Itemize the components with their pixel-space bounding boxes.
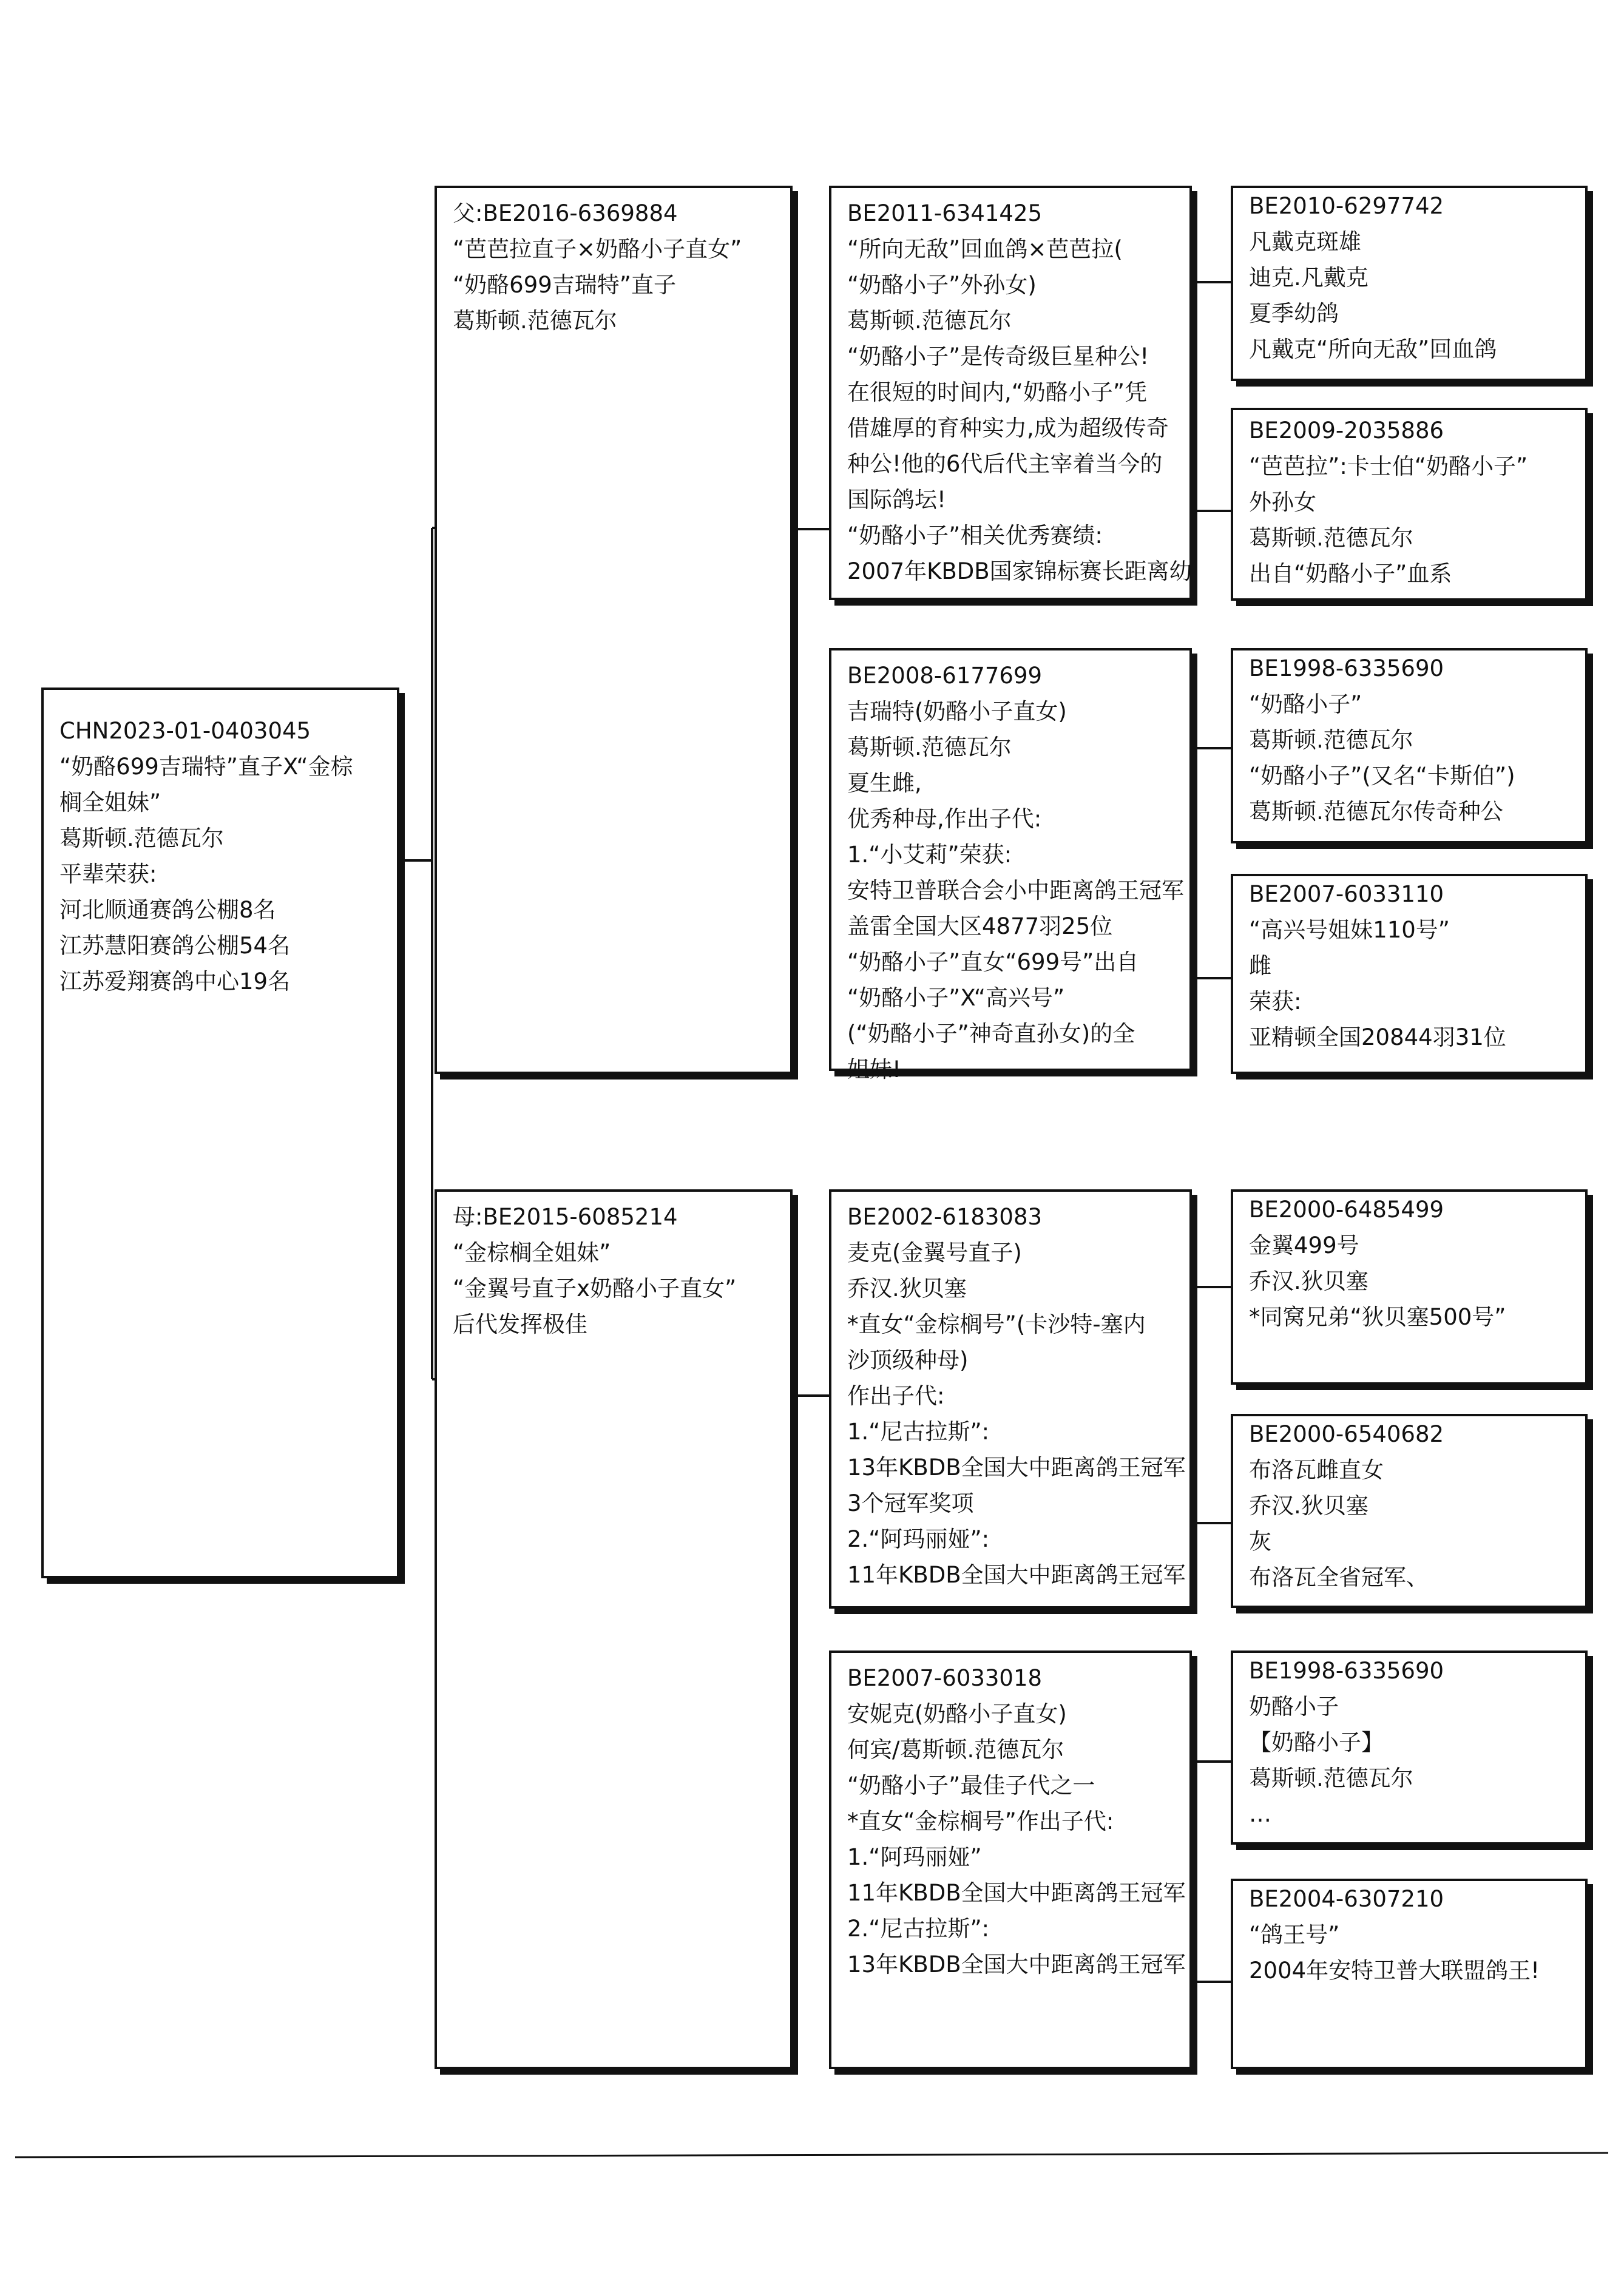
ring-number: 父:BE2016-6369884 — [453, 200, 678, 226]
pedigree-text-line: 布洛瓦全省冠军、 — [1249, 1564, 1429, 1590]
pedigree-text-line: 凡戴克“所向无敌”回血鸽 — [1249, 336, 1497, 362]
pedigree-text-line: 麦克(金翼号直子) — [847, 1240, 1022, 1266]
pedigree-text-line: 何宾/葛斯顿.范德瓦尔 — [847, 1737, 1064, 1763]
pedigree-text-line: “奶酪小子”(又名“卡斯伯”) — [1249, 763, 1515, 789]
pedigree-text-line: 葛斯顿.范德瓦尔 — [1249, 1765, 1413, 1791]
ring-number: 母:BE2015-6085214 — [453, 1204, 678, 1230]
dd-sire-card — [1231, 1650, 1588, 1845]
pedigree-text-line: “奶酪小子”是传奇级巨星种公! — [847, 343, 1149, 370]
dam-card — [435, 1189, 793, 2069]
sire-card — [435, 186, 793, 1074]
pedigree-text-line: 13年KBDB全国大中距离鸽王冠军 — [847, 1951, 1186, 1978]
ring-number: BE1998-6335690 — [1249, 655, 1444, 681]
pedigree-text-line: 葛斯顿.范德瓦尔 — [59, 825, 224, 851]
pedigree-text-line: 姐妹! — [847, 1056, 901, 1083]
sd-dam-card — [1231, 874, 1588, 1074]
pedigree-text-line: 1.“阿玛丽娅” — [847, 1844, 982, 1870]
pedigree-text-line: “奶酪小子”相关优秀赛绩: — [847, 522, 1103, 549]
pedigree-text-line: 乔汉.狄贝塞 — [1249, 1268, 1369, 1294]
pedigree-text-line: 出自“奶酪小子”血系 — [1249, 561, 1452, 587]
sd-sire-card — [1231, 648, 1588, 843]
dam-dam-card — [829, 1650, 1192, 2069]
pedigree-text-line: 雌 — [1249, 953, 1271, 979]
pedigree-text-line: 2004年安特卫普大联盟鸽王! — [1249, 1958, 1540, 1984]
pedigree-text-line: 乔汉.狄贝塞 — [847, 1275, 967, 1302]
subject-pigeon-card — [41, 688, 399, 1578]
ring-number: BE2000-6540682 — [1249, 1421, 1444, 1447]
pedigree-text-line: “奶酪699吉瑞特”直子X“金棕 — [59, 754, 353, 780]
pedigree-text-line: 借雄厚的育种实力,成为超级传奇 — [847, 415, 1169, 441]
pedigree-text-line: 2007年KBDB国家锦标赛长距离幼 — [847, 558, 1192, 584]
pedigree-text-line: 11年KBDB全国大中距离鸽王冠军 — [847, 1562, 1186, 1588]
pedigree-text-line: 葛斯顿.范德瓦尔 — [1249, 525, 1413, 551]
ds-sire-card — [1231, 1189, 1588, 1385]
pedigree-text-line: 夏季幼鸽 — [1249, 300, 1339, 326]
ring-number: BE2011-6341425 — [847, 200, 1043, 226]
pedigree-text-line: 国际鸽坛! — [847, 487, 946, 513]
dd-dam-card — [1231, 1879, 1588, 2069]
dam-sire-card — [829, 1189, 1192, 1609]
pedigree-text-line: 1.“尼古拉斯”: — [847, 1419, 990, 1445]
ring-number: BE2004-6307210 — [1249, 1886, 1444, 1912]
pedigree-text-line: *直女“金棕榈号”(卡沙特-塞内 — [847, 1311, 1146, 1337]
pedigree-text-line: 3个冠军奖项 — [847, 1490, 974, 1516]
pedigree-text-line: 凡戴克斑雄 — [1249, 229, 1361, 255]
pedigree-text-line: *直女“金棕榈号”作出子代: — [847, 1808, 1114, 1834]
pedigree-text-line: 葛斯顿.范德瓦尔传奇种公 — [1249, 799, 1503, 825]
pedigree-text-line: 葛斯顿.范德瓦尔 — [1249, 727, 1413, 753]
ss-dam-card — [1231, 408, 1588, 601]
pedigree-text-line: 2.“尼古拉斯”: — [847, 1916, 990, 1942]
pedigree-text-line: 夏生雌, — [847, 770, 922, 796]
pedigree-text-line: “奶酪小子”直女“699号”出自 — [847, 949, 1139, 975]
ring-number: BE2002-6183083 — [847, 1204, 1043, 1230]
pedigree-text-line: 葛斯顿.范德瓦尔 — [453, 308, 617, 334]
sire-dam-card — [829, 648, 1192, 1083]
pedigree-text-line: 吉瑞特(奶酪小子直女) — [847, 698, 1067, 725]
pedigree-text-line: 在很短的时间内,“奶酪小子”凭 — [847, 379, 1148, 405]
ring-number: BE2010-6297742 — [1249, 193, 1444, 219]
pedigree-text-line: “金翼号直子x奶酪小子直女” — [453, 1275, 737, 1302]
pedigree-text-line: 13年KBDB全国大中距离鸽王冠军 — [847, 1455, 1186, 1481]
pedigree-text-line: 盖雷全国大区4877羽25位 — [847, 913, 1113, 939]
pedigree-text-line: 榈全姐妹” — [59, 789, 161, 816]
pedigree-text-line: “所向无敌”回血鸽×芭芭拉( — [847, 236, 1123, 262]
pedigree-text-line: “奶酪小子”X“高兴号” — [847, 985, 1065, 1011]
pedigree-text-line: 布洛瓦雌直女 — [1249, 1457, 1384, 1483]
pedigree-text-line: 安妮克(奶酪小子直女) — [847, 1701, 1067, 1727]
pedigree-text-line: “高兴号姐妹110号” — [1249, 917, 1450, 943]
pedigree-text-line: 【奶酪小子】 — [1249, 1729, 1384, 1755]
pedigree-text-line: 种公!他的6代后代主宰着当今的 — [847, 451, 1163, 477]
pedigree-text-line: 2.“阿玛丽娅”: — [847, 1526, 990, 1552]
pedigree-text-line: (“奶酪小子”神奇直孙女)的全 — [847, 1021, 1135, 1047]
pedigree-text-line: 外孙女 — [1249, 489, 1316, 515]
pedigree-text-line: 葛斯顿.范德瓦尔 — [847, 734, 1012, 760]
pedigree-text-line: 江苏慧阳赛鸽公棚54名 — [59, 933, 291, 959]
pedigree-text-line: “奶酪小子”外孙女) — [847, 272, 1037, 298]
bottom-rule — [15, 2153, 1608, 2157]
pedigree-text-line: “鸽王号” — [1249, 1922, 1340, 1948]
pedigree-text-line: 安特卫普联合会小中距离鸽王冠军 — [847, 877, 1184, 904]
pedigree-text-line: … — [1249, 1801, 1271, 1827]
ring-number: CHN2023-01-0403045 — [59, 718, 311, 744]
ring-number: BE2007-6033018 — [847, 1665, 1043, 1691]
pedigree-text-line: 优秀种母,作出子代: — [847, 806, 1042, 832]
ring-number: BE2007-6033110 — [1249, 881, 1444, 907]
ring-number: BE2000-6485499 — [1249, 1197, 1444, 1223]
pedigree-text-line: 沙顶级种母) — [847, 1347, 969, 1373]
pedigree-text-line: 灰 — [1249, 1529, 1271, 1555]
pedigree-text-line: 荣获: — [1249, 988, 1302, 1015]
pedigree-text-line: 乔汉.狄贝塞 — [1249, 1493, 1369, 1519]
pedigree-text-line: “芭芭拉直子×奶酪小子直女” — [453, 236, 742, 262]
pedigree-text-line: “奶酪小子” — [1249, 691, 1362, 717]
pedigree-text-line: 江苏爱翔赛鸽中心19名 — [59, 968, 291, 995]
ring-number: BE1998-6335690 — [1249, 1658, 1444, 1684]
pedigree-text-line: 迪克.凡戴克 — [1249, 265, 1369, 291]
pedigree-text-line: 亚精顿全国20844羽31位 — [1249, 1024, 1506, 1050]
pedigree-text-line: “金棕榈全姐妹” — [453, 1240, 611, 1266]
pedigree-text-line: 奶酪小子 — [1249, 1694, 1339, 1720]
pedigree-text-line: “芭芭拉”:卡士伯“奶酪小子” — [1249, 453, 1528, 479]
ring-number: BE2008-6177699 — [847, 663, 1043, 689]
pedigree-text-line: 11年KBDB全国大中距离鸽王冠军 — [847, 1880, 1186, 1906]
sire-sire-card — [829, 186, 1192, 600]
pedigree-text-line: *同窝兄弟“狄贝塞500号” — [1249, 1304, 1506, 1330]
pedigree-text-line: 作出子代: — [847, 1383, 945, 1409]
pedigree-text-line: “奶酪699吉瑞特”直子 — [453, 272, 676, 298]
ring-number: BE2009-2035886 — [1249, 417, 1444, 444]
pedigree-text-line: 平辈荣获: — [59, 861, 157, 887]
pedigree-text-line: “奶酪小子”最佳子代之一 — [847, 1772, 1095, 1799]
pedigree-text-line: 葛斯顿.范德瓦尔 — [847, 308, 1012, 334]
ss-sire-card — [1231, 186, 1588, 381]
pedigree-text-line: 后代发挥极佳 — [453, 1311, 587, 1337]
pedigree-text-line: 1.“小艾莉”荣获: — [847, 842, 1012, 868]
pedigree-text-line: 河北顺通赛鸽公棚8名 — [59, 897, 276, 923]
pedigree-text-line: 金翼499号 — [1249, 1232, 1359, 1259]
ds-dam-card — [1231, 1414, 1588, 1608]
